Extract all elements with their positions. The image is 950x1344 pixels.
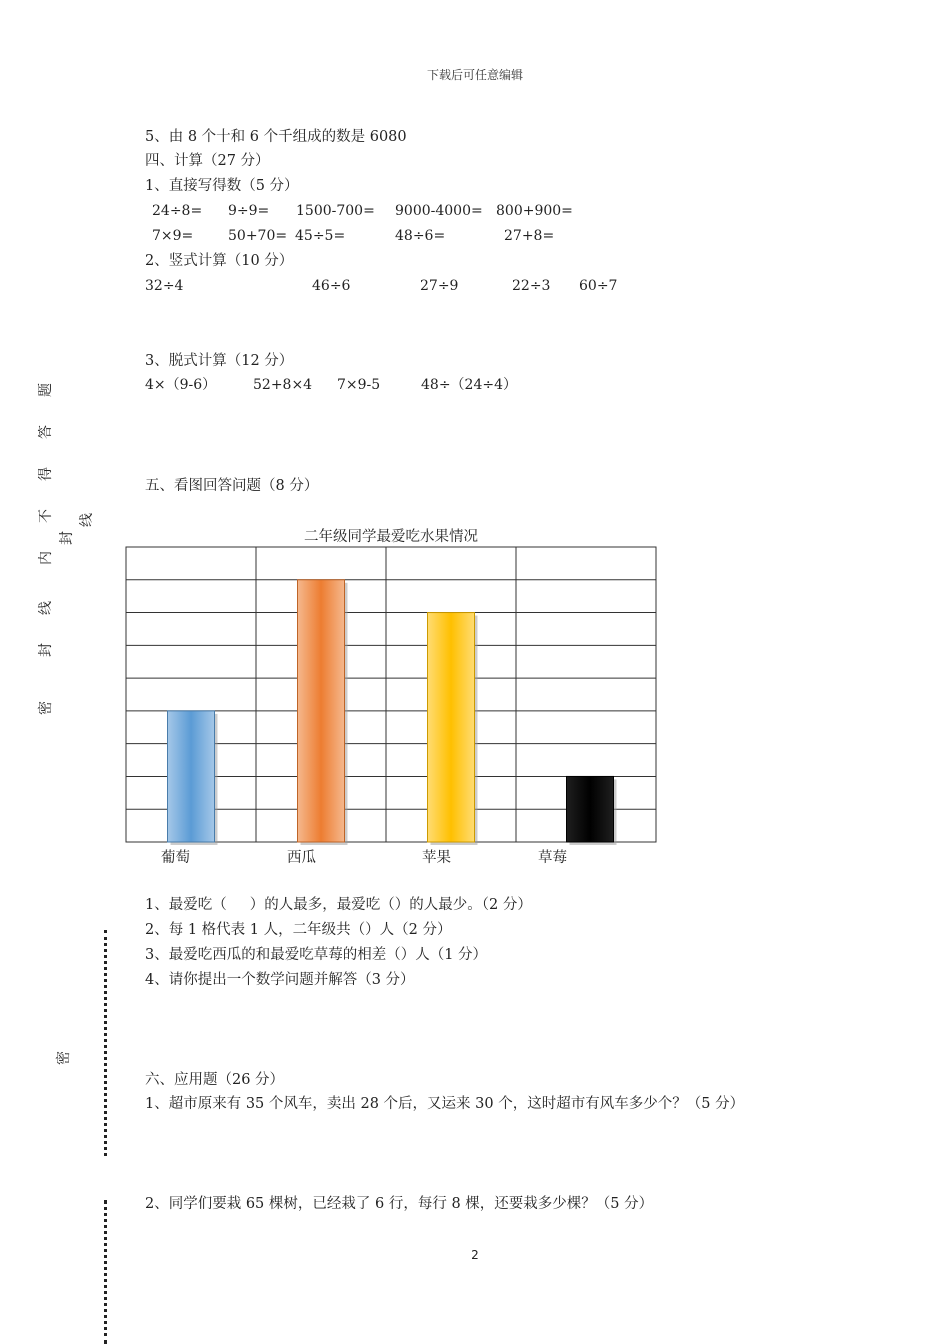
- vertical-calc: 27÷9: [420, 278, 459, 294]
- subsection-heading: 2、竖式计算（10 分）: [145, 253, 294, 269]
- question-line: 1、超市原来有 35 个风车，卖出 28 个后，又运来 30 个，这时超市有风车多少个？（5 分）: [145, 1096, 745, 1112]
- x-tick-label: 苹果: [422, 850, 451, 866]
- question-line: 5、由 8 个十和 6 个千组成的数是 6080: [145, 129, 407, 145]
- bar-苹果: [428, 613, 475, 842]
- subsection-heading: 3、脱式计算（12 分）: [145, 353, 294, 369]
- page-number: 2: [471, 1248, 479, 1262]
- question-line: 1、最爱吃（ ）的人最多，最爱吃（）的人最少。（2 分）: [145, 897, 532, 913]
- side-char: 得: [38, 467, 54, 481]
- x-tick-label: 草莓: [538, 850, 567, 866]
- direct-calc: 48÷6=: [395, 228, 446, 244]
- section-heading: 四、计算（27 分）: [145, 153, 270, 169]
- direct-calc: 27+8=: [504, 228, 555, 244]
- stepwise-calc: 48÷（24÷4）: [421, 377, 517, 393]
- direct-calc: 7×9=: [152, 228, 194, 244]
- side-char: 封: [59, 531, 75, 545]
- stepwise-calc: 7×9-5: [337, 377, 381, 393]
- side-char: 封: [38, 643, 54, 657]
- subsection-heading: 1、直接写得数（5 分）: [145, 178, 299, 194]
- x-tick-label: 葡萄: [161, 850, 190, 866]
- side-char: 密: [38, 701, 54, 715]
- bar-葡萄: [168, 711, 215, 842]
- direct-calc: 24÷8=: [152, 203, 203, 219]
- question-line: 2、每 1 格代表 1 人，二年级共（）人（2 分）: [145, 922, 452, 938]
- direct-calc: 800+900=: [496, 203, 573, 219]
- chart-title: 二年级同学最爱吃水果情况: [304, 529, 478, 545]
- direct-calc: 9000-4000=: [395, 203, 483, 219]
- x-tick-label: 西瓜: [287, 850, 316, 866]
- stepwise-calc: 52+8×4: [253, 377, 313, 393]
- vertical-calc: 32÷4: [145, 278, 184, 294]
- direct-calc: 1500-700=: [296, 203, 375, 219]
- side-char: 线: [79, 513, 95, 527]
- vertical-calc: 46÷6: [312, 278, 351, 294]
- section-heading: 五、看图回答问题（8 分）: [145, 478, 319, 494]
- page-header: 下载后可任意编辑: [426, 68, 523, 82]
- side-char: 密: [56, 1051, 72, 1065]
- side-char: 线: [38, 601, 54, 615]
- side-char: 答: [38, 425, 54, 439]
- bar-西瓜: [298, 580, 345, 842]
- side-char: 不: [38, 509, 54, 523]
- question-line: 2、同学们要栽 65 棵树，已经栽了 6 行，每行 8 棵，还要栽多少棵？（5 分）: [145, 1196, 654, 1212]
- bar-草莓: [567, 776, 614, 842]
- vertical-calc: 22÷3: [512, 278, 551, 294]
- side-char: 内: [38, 551, 54, 565]
- direct-calc: 9÷9=: [228, 203, 270, 219]
- stepwise-calc: 4×（9-6）: [145, 377, 217, 393]
- question-line: 3、最爱吃西瓜的和最爱吃草莓的相差（）人（1 分）: [145, 947, 488, 963]
- direct-calc: 45÷5=: [295, 228, 346, 244]
- vertical-calc: 60÷7: [579, 278, 618, 294]
- question-line: 4、请你提出一个数学问题并解答（3 分）: [145, 972, 415, 988]
- side-char: 题: [38, 383, 54, 397]
- section-heading: 六、应用题（26 分）: [145, 1072, 285, 1088]
- direct-calc: 50+70=: [228, 228, 288, 244]
